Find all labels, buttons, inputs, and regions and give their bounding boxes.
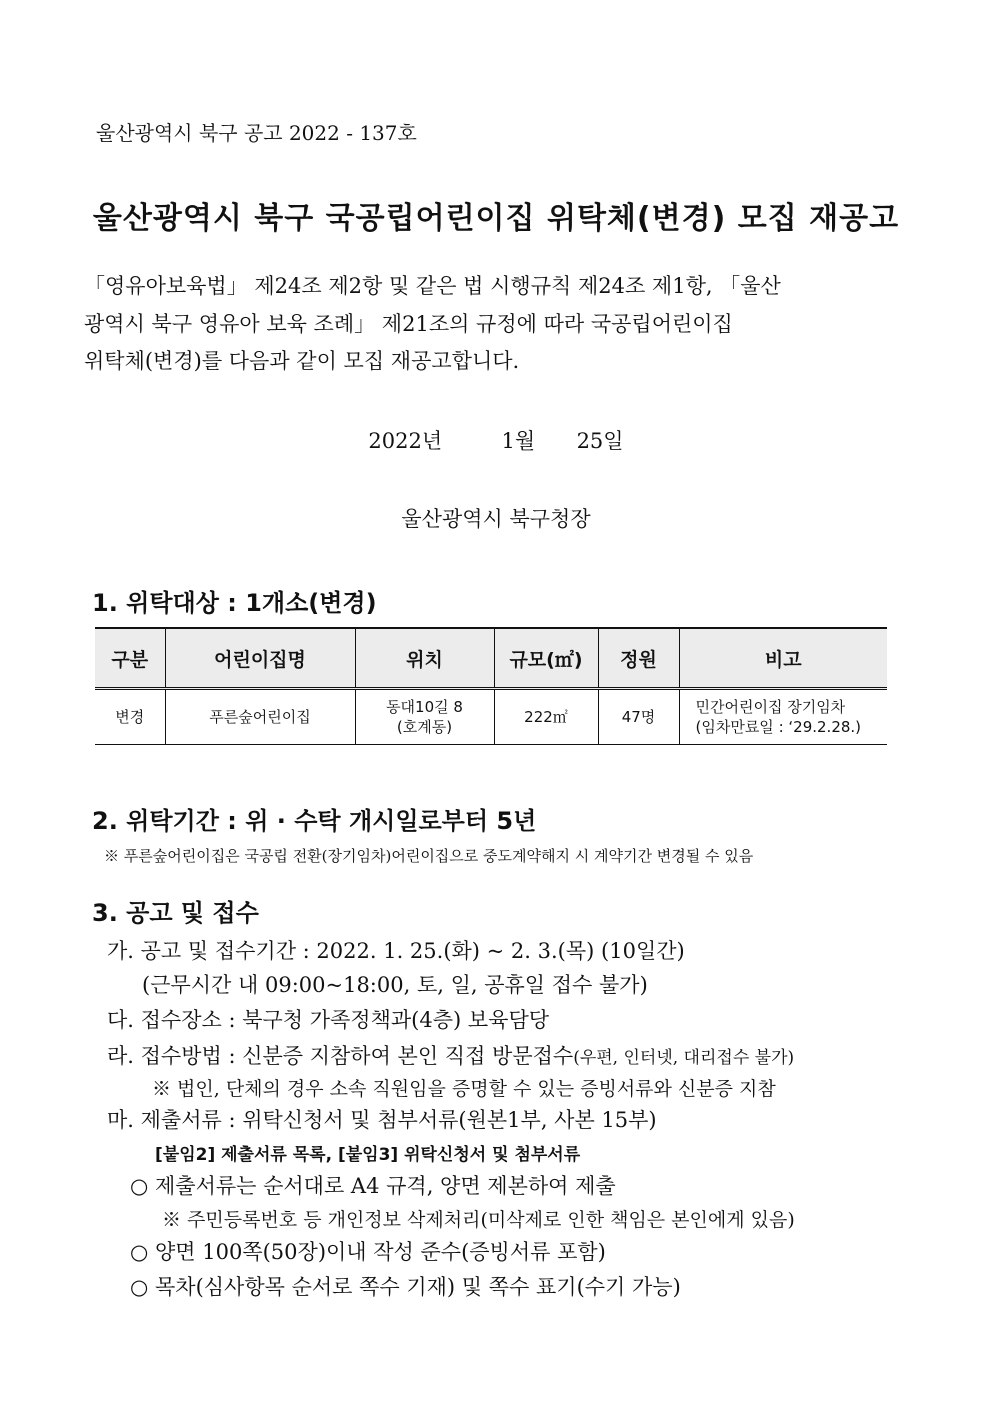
notice-date bbox=[0, 425, 992, 455]
cell-category: 변경 bbox=[95, 689, 165, 745]
item-period: 가. 공고 및 접수기간 : 2022. 1. 25.(화) ~ 2. 3.(목) (10일간) bbox=[107, 939, 685, 963]
date-year: 2022년 bbox=[368, 429, 443, 453]
item-period-note: (근무시간 내 09:00~18:00, 토, 일, 공휴일 접수 불가) bbox=[142, 973, 648, 997]
target-table bbox=[95, 627, 887, 745]
cell-remark bbox=[679, 689, 887, 745]
header-location: 위치 bbox=[355, 628, 494, 689]
cell-name: 푸른숲어린이집 bbox=[165, 689, 355, 745]
item-method bbox=[107, 1040, 794, 1070]
section-3-heading: 3. 공고 및 접수 bbox=[92, 899, 259, 927]
bullet-3: ○ 목차(심사항목 순서로 쪽수 기재) 및 쪽수 표기(수기 가능) bbox=[130, 1275, 681, 1299]
item-method-note: ※ 법인, 단체의 경우 소속 직원임을 증명할 수 있는 증빙서류와 신분증 지참 bbox=[152, 1078, 776, 1100]
table-row bbox=[95, 689, 887, 745]
signer: 울산광역시 북구청장 bbox=[401, 507, 591, 531]
intro-line-3: 위탁체(변경)를 다음과 같이 모집 재공고합니다. bbox=[84, 349, 520, 373]
method-exception: (우편, 인터넷, 대리접수 불가) bbox=[573, 1048, 795, 1068]
header-name: 어린이집명 bbox=[165, 628, 355, 689]
bullet-2: ○ 양면 100쪽(50장)이내 작성 준수(증빙서류 포함) bbox=[130, 1240, 606, 1264]
bullet-1: ○ 제출서류는 순서대로 A4 규격, 양면 제본하여 제출 bbox=[130, 1174, 616, 1198]
section-2-heading: 2. 위탁기간 : 위 · 수탁 개시일로부터 5년 bbox=[92, 807, 537, 835]
cell-capacity: 47명 bbox=[598, 689, 679, 745]
location-line-2: (호계동) bbox=[396, 718, 453, 736]
item-attachments: [붙임2] 제출서류 목록, [붙임3] 위탁신청서 및 첨부서류 bbox=[155, 1145, 581, 1165]
intro-line-2: 광역시 북구 영유아 보육 조례」 제21조의 규정에 따라 국공립어린이집 bbox=[84, 312, 733, 336]
cell-size: 222㎡ bbox=[494, 689, 598, 745]
date-day: 25일 bbox=[576, 429, 624, 453]
section-2-note: ※ 푸른숲어린이집은 국공립 전환(장기임차)어린이집으로 중도계약해지 시 계약기간 변경될 수 있음 bbox=[104, 847, 754, 865]
page-title: 울산광역시 북구 국공립어린이집 위탁체(변경) 모집 재공고 bbox=[92, 201, 900, 236]
location-line-1: 동대10길 8 bbox=[386, 698, 463, 716]
bullet-1-note: ※ 주민등록번호 등 개인정보 삭제처리(미삭제로 인한 책임은 본인에게 있음) bbox=[162, 1209, 795, 1231]
header-size: 규모(㎡) bbox=[494, 628, 598, 689]
intro-line-1: 「영유아보육법」 제24조 제2항 및 같은 법 시행규칙 제24조 제1항, 「울산 bbox=[84, 274, 781, 298]
remark-line-2: (임차만료일 : ‘29.2.28.) bbox=[695, 718, 862, 736]
remark-line-1: 민간어린이집 장기임차 bbox=[695, 698, 846, 716]
table-header-row bbox=[95, 628, 887, 689]
item-place: 다. 접수장소 : 북구청 가족정책과(4층) 보육담당 bbox=[107, 1008, 550, 1032]
header-remark: 비고 bbox=[679, 628, 887, 689]
header-capacity: 정원 bbox=[598, 628, 679, 689]
header-category: 구분 bbox=[95, 628, 165, 689]
date-month: 1월 bbox=[501, 429, 536, 453]
notice-number: 울산광역시 북구 공고 2022 - 137호 bbox=[96, 121, 417, 145]
method-text: 라. 접수방법 : 신분증 지참하여 본인 직접 방문접수 bbox=[107, 1044, 574, 1068]
section-1-heading: 1. 위탁대상 : 1개소(변경) bbox=[92, 589, 377, 617]
item-documents: 마. 제출서류 : 위탁신청서 및 첨부서류(원본1부, 사본 15부) bbox=[107, 1108, 657, 1132]
cell-location bbox=[355, 689, 494, 745]
